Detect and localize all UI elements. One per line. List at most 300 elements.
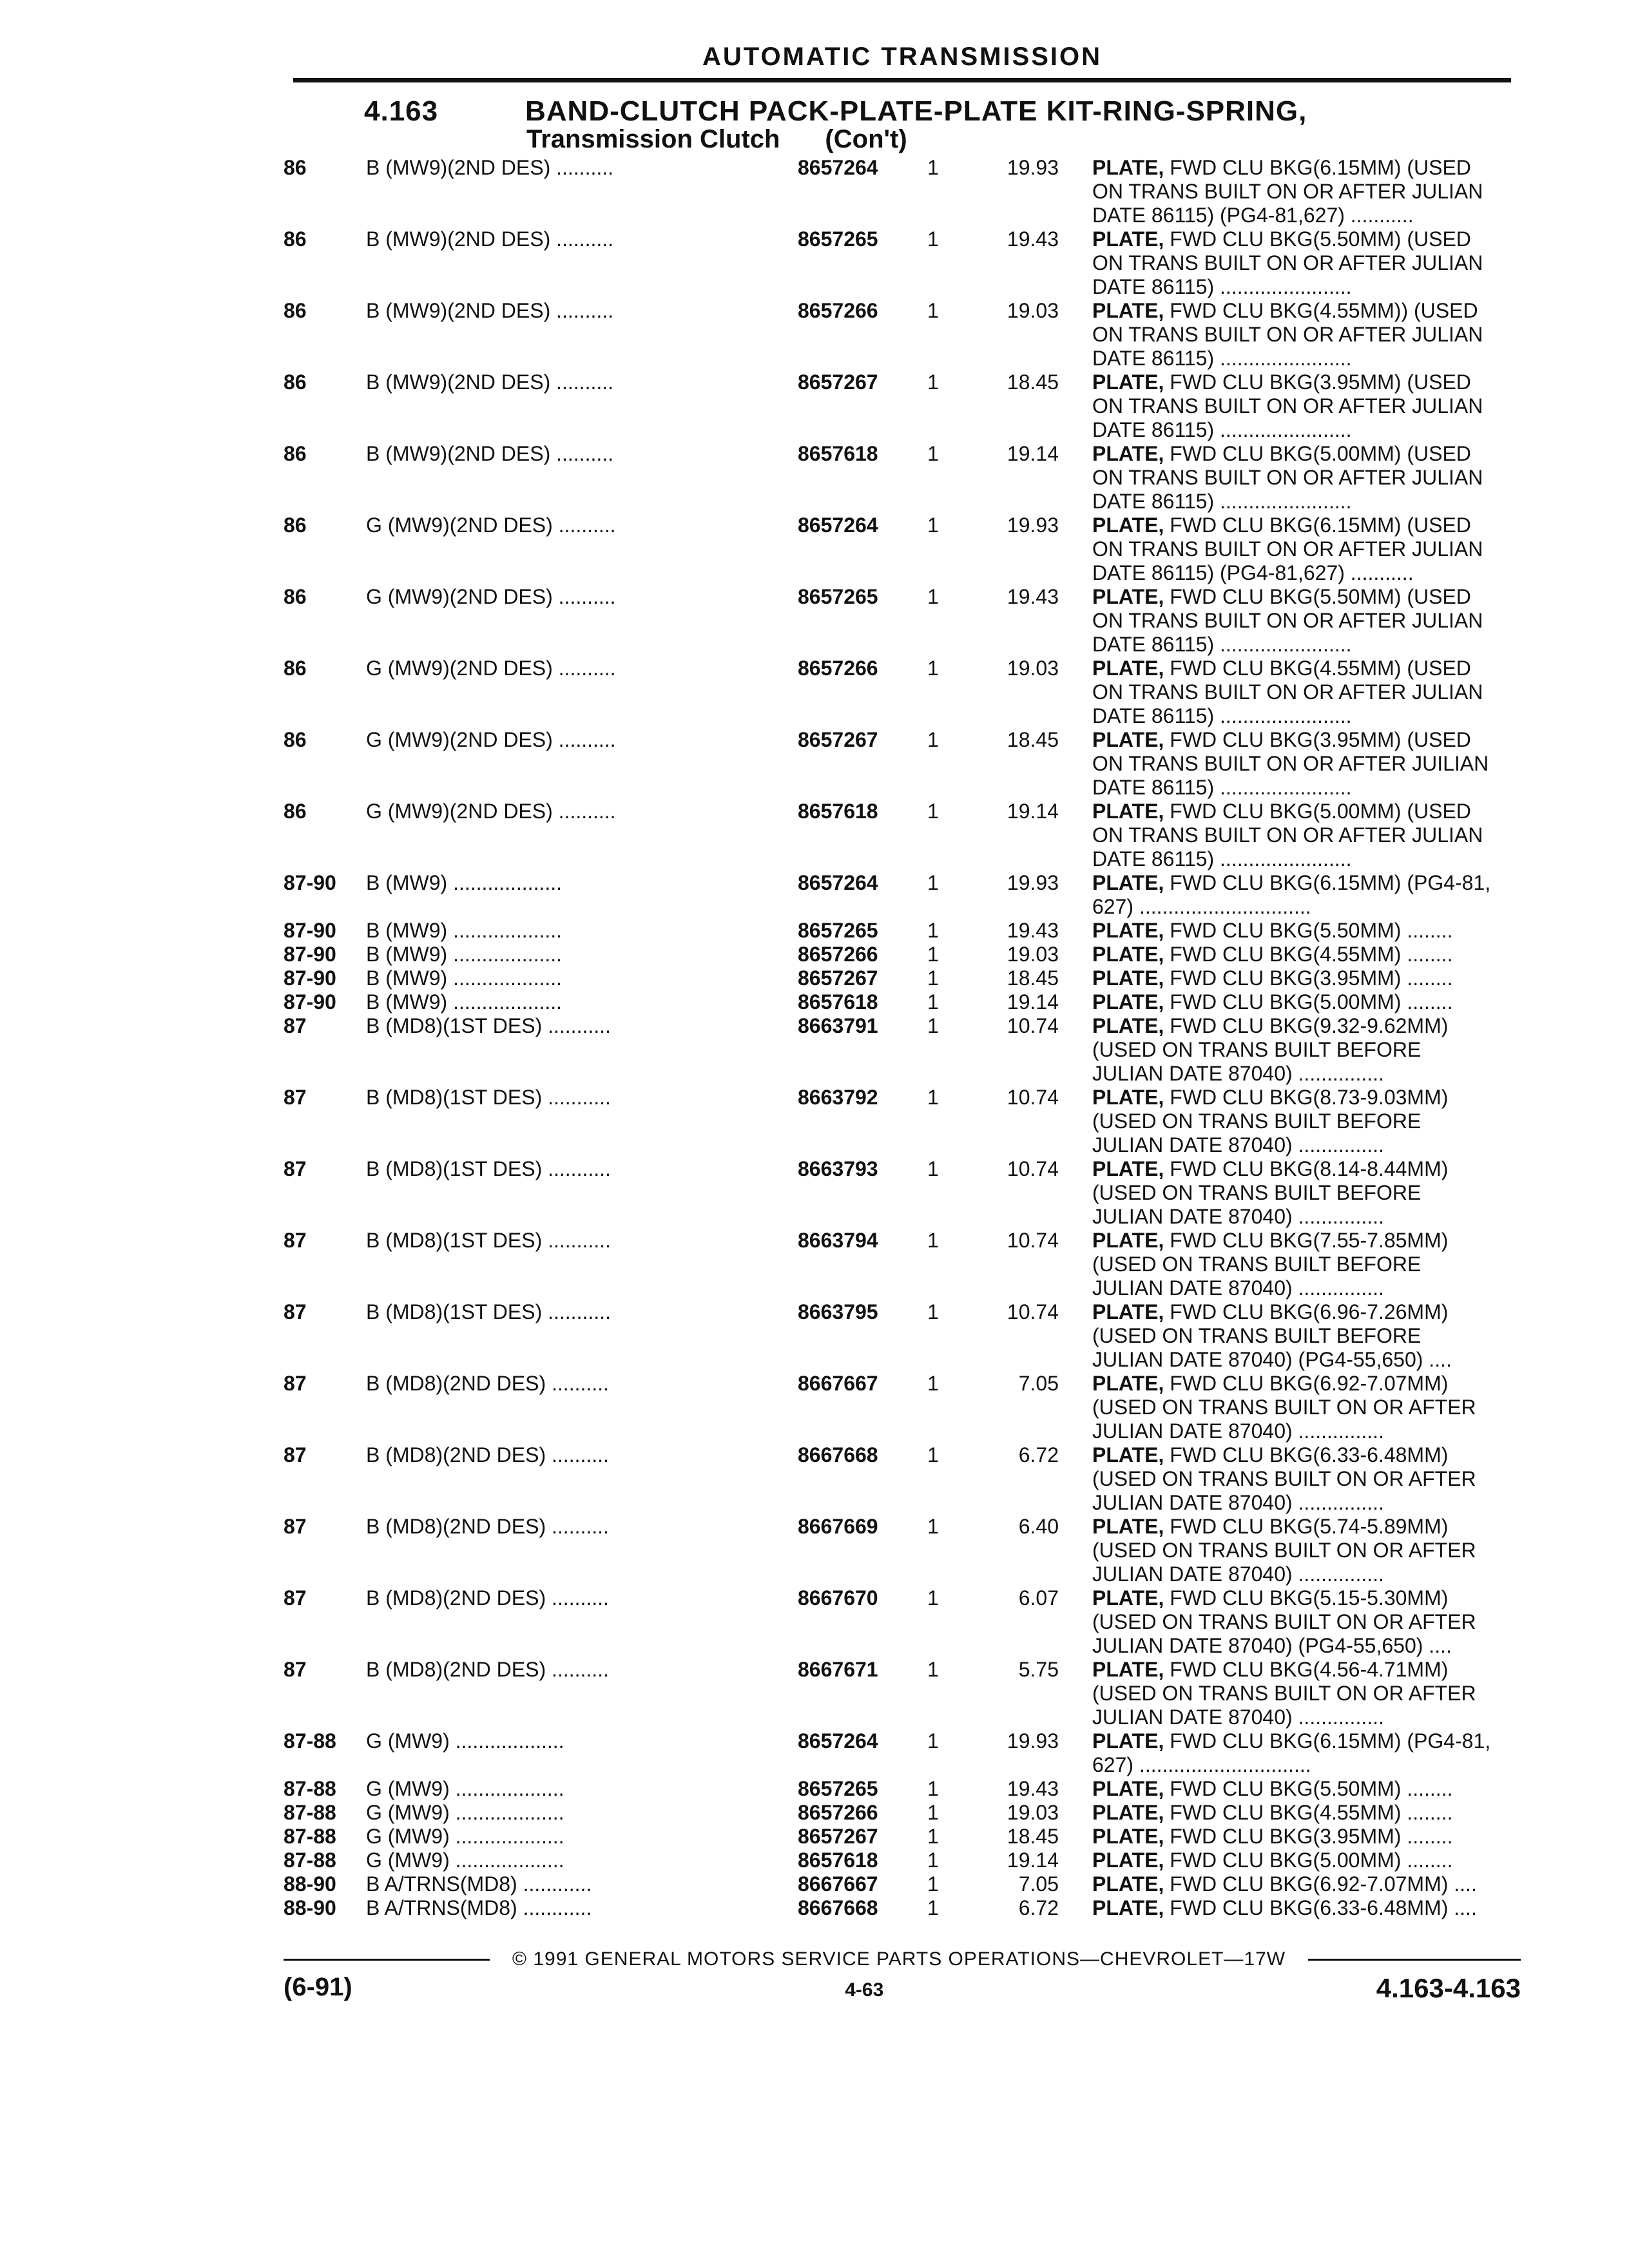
part-name: PLATE,	[1092, 442, 1164, 465]
model-year: 87-88	[284, 1849, 336, 1872]
part-number: 8657266	[798, 1801, 878, 1824]
model-year: 86	[284, 728, 307, 751]
part-detail: FWD CLU BKG(5.00MM) (USED ON TRANS BUILT ON OR AFTER JULIAN DATE 86115) .......................	[1092, 442, 1483, 513]
part-detail: FWD CLU BKG(3.95MM) ........	[1170, 966, 1453, 990]
part-description	[1092, 1586, 1556, 1658]
part-name: PLATE,	[1092, 585, 1164, 608]
part-number: 8667668	[798, 1443, 878, 1466]
part-number: 8657265	[798, 227, 878, 251]
model-year: 87	[284, 1300, 307, 1323]
model-year: 87	[284, 1372, 307, 1395]
model-year: 86	[284, 442, 307, 465]
part-detail: FWD CLU BKG(4.56-4.71MM) (USED ON TRANS BUILT ON OR AFTER JULIAN DATE 87040) ...............	[1092, 1658, 1476, 1729]
usage-code: B (MD8)(1ST DES) ...........	[366, 1300, 611, 1323]
part-detail: FWD CLU BKG(6.96-7.26MM) (USED ON TRANS BUILT BEFORE JULIAN DATE 87040) (PG4-55,650) ....	[1092, 1300, 1452, 1371]
usage-code: G (MW9) ...................	[366, 1777, 564, 1800]
price: 19.14	[1007, 1849, 1059, 1872]
part-detail: FWD CLU BKG(5.15-5.30MM) (USED ON TRANS BUILT ON OR AFTER JULIAN DATE 87040) (PG4-55,650) ....	[1092, 1586, 1476, 1657]
group-title: BAND-CLUTCH PACK-PLATE-PLATE KIT-RING-SPRING,	[525, 95, 1307, 127]
part-row	[284, 370, 1521, 442]
part-detail: FWD CLU BKG(5.74-5.89MM) (USED ON TRANS BUILT ON OR AFTER JULIAN DATE 87040) ...............	[1092, 1515, 1476, 1586]
usage-code: B (MW9) ...................	[366, 990, 563, 1014]
quantity: 1	[927, 1801, 939, 1824]
part-name: PLATE,	[1092, 871, 1164, 894]
quantity: 1	[927, 1372, 939, 1395]
price: 10.74	[1007, 1229, 1059, 1252]
part-description	[1092, 156, 1556, 227]
part-description	[1092, 1801, 1556, 1825]
part-row	[284, 1777, 1521, 1801]
part-row	[284, 1586, 1521, 1658]
part-row	[284, 966, 1521, 990]
usage-code: B (MD8)(2ND DES) ..........	[366, 1372, 609, 1395]
part-row	[284, 943, 1521, 966]
usage-code: B (MD8)(2ND DES) ..........	[366, 1443, 609, 1466]
model-year: 86	[284, 156, 307, 179]
price: 19.03	[1007, 657, 1059, 680]
usage-code: B (MW9) ...................	[366, 943, 563, 966]
part-number: 8657618	[798, 442, 878, 465]
part-detail: FWD CLU BKG(6.33-6.48MM) (USED ON TRANS BUILT ON OR AFTER JULIAN DATE 87040) ...............	[1092, 1443, 1476, 1514]
part-row	[284, 728, 1521, 800]
price: 6.72	[1018, 1896, 1059, 1919]
quantity: 1	[927, 585, 939, 608]
model-year: 87-90	[284, 919, 336, 942]
part-name: PLATE,	[1092, 1777, 1164, 1800]
part-description	[1092, 1825, 1556, 1849]
model-year: 87-90	[284, 990, 336, 1014]
part-name: PLATE,	[1092, 1229, 1164, 1252]
part-detail: FWD CLU BKG(5.50MM) (USED ON TRANS BUILT ON OR AFTER JULIAN DATE 86115) .......................	[1092, 585, 1483, 656]
price: 18.45	[1007, 1825, 1059, 1848]
price: 19.03	[1007, 1801, 1059, 1824]
part-row	[284, 442, 1521, 514]
usage-code: G (MW9)(2ND DES) ..........	[366, 585, 616, 608]
part-description	[1092, 585, 1556, 657]
part-description	[1092, 1157, 1556, 1229]
price: 19.03	[1007, 299, 1059, 322]
price: 19.03	[1007, 943, 1059, 966]
part-detail: FWD CLU BKG(5.50MM) (USED ON TRANS BUILT ON OR AFTER JULIAN DATE 86115) .......................	[1092, 227, 1483, 298]
footer-rule-right	[1308, 1959, 1521, 1961]
quantity: 1	[927, 1777, 939, 1800]
part-detail: FWD CLU BKG(4.55MM) (USED ON TRANS BUILT ON OR AFTER JULIAN DATE 86115) .......................	[1092, 657, 1483, 727]
part-row	[284, 1300, 1521, 1372]
quantity: 1	[927, 1300, 939, 1323]
quantity: 1	[927, 1586, 939, 1610]
price: 19.93	[1007, 514, 1059, 537]
model-year: 86	[284, 227, 307, 251]
usage-code: B (MW9) ...................	[366, 919, 563, 942]
usage-code: B (MW9)(2ND DES) ..........	[366, 442, 614, 465]
part-description	[1092, 1729, 1556, 1777]
price: 6.72	[1018, 1443, 1059, 1466]
part-row	[284, 1872, 1521, 1896]
part-number: 8657264	[798, 1729, 878, 1753]
usage-code: G (MW9) ...................	[366, 1849, 564, 1872]
part-name: PLATE,	[1092, 1300, 1164, 1323]
usage-code: B (MD8)(1ST DES) ...........	[366, 1157, 611, 1180]
usage-code: G (MW9) ...................	[366, 1825, 564, 1848]
price: 19.93	[1007, 1729, 1059, 1753]
group-number: 4.163	[364, 95, 439, 127]
part-name: PLATE,	[1092, 1157, 1164, 1180]
part-row	[284, 299, 1521, 370]
usage-code: B A/TRNS(MD8) ............	[366, 1872, 592, 1896]
quantity: 1	[927, 1157, 939, 1180]
part-number: 8667670	[798, 1586, 878, 1610]
header-rule	[293, 78, 1511, 82]
usage-code: B (MW9)(2ND DES) ..........	[366, 370, 614, 394]
part-row	[284, 800, 1521, 871]
part-row	[284, 1515, 1521, 1586]
part-number: 8657266	[798, 943, 878, 966]
part-number: 8663793	[798, 1157, 878, 1180]
part-description	[1092, 299, 1556, 370]
part-number: 8667668	[798, 1896, 878, 1919]
model-year: 87-88	[284, 1777, 336, 1800]
model-year: 87	[284, 1014, 307, 1037]
model-year: 86	[284, 370, 307, 394]
part-description	[1092, 1515, 1556, 1586]
model-year: 87	[284, 1515, 307, 1538]
part-row	[284, 919, 1521, 943]
part-description	[1092, 1300, 1556, 1372]
part-detail: FWD CLU BKG(4.55MM)) (USED ON TRANS BUILT ON OR AFTER JULIAN DATE 86115) .......................	[1092, 299, 1483, 370]
price: 19.43	[1007, 1777, 1059, 1800]
model-year: 87	[284, 1229, 307, 1252]
part-name: PLATE,	[1092, 919, 1164, 942]
part-row	[284, 1014, 1521, 1086]
part-detail: FWD CLU BKG(6.33-6.48MM) ....	[1170, 1896, 1477, 1919]
part-detail: FWD CLU BKG(6.92-7.07MM) (USED ON TRANS BUILT ON OR AFTER JULIAN DATE 87040) ...............	[1092, 1372, 1476, 1443]
part-row	[284, 1729, 1521, 1777]
part-description	[1092, 1086, 1556, 1157]
part-row	[284, 1157, 1521, 1229]
page-number: 4-63	[845, 1979, 884, 2001]
price: 10.74	[1007, 1086, 1059, 1109]
quantity: 1	[927, 657, 939, 680]
part-name: PLATE,	[1092, 943, 1164, 966]
part-number: 8657618	[798, 990, 878, 1014]
price: 19.43	[1007, 585, 1059, 608]
part-row	[284, 227, 1521, 299]
part-description	[1092, 1372, 1556, 1443]
model-year: 87	[284, 1086, 307, 1109]
part-detail: FWD CLU BKG(8.73-9.03MM) (USED ON TRANS BUILT BEFORE JULIAN DATE 87040) ...............	[1092, 1086, 1449, 1157]
model-year: 87	[284, 1658, 307, 1681]
model-year: 88-90	[284, 1872, 336, 1896]
part-description	[1092, 514, 1556, 585]
part-description	[1092, 657, 1556, 728]
page-footer	[284, 1948, 1521, 2004]
part-number: 8657265	[798, 585, 878, 608]
usage-code: G (MW9)(2ND DES) ..........	[366, 514, 616, 537]
part-description	[1092, 1872, 1556, 1896]
group-subtitle: Transmission Clutch	[526, 125, 780, 153]
part-name: PLATE,	[1092, 1443, 1164, 1466]
quantity: 1	[927, 299, 939, 322]
part-name: PLATE,	[1092, 1872, 1164, 1896]
model-year: 87-88	[284, 1801, 336, 1824]
price: 19.14	[1007, 800, 1059, 823]
part-number: 8657618	[798, 1849, 878, 1872]
part-name: PLATE,	[1092, 1896, 1164, 1919]
model-year: 87	[284, 1157, 307, 1180]
usage-code: B (MD8)(1ST DES) ...........	[366, 1229, 611, 1252]
section-title: AUTOMATIC TRANSMISSION	[702, 43, 1103, 71]
part-number: 8657265	[798, 1777, 878, 1800]
model-year: 86	[284, 800, 307, 823]
usage-code: B (MD8)(2ND DES) ..........	[366, 1515, 609, 1538]
date-code: (6-91)	[284, 1973, 352, 2001]
part-row	[284, 1849, 1521, 1872]
price: 10.74	[1007, 1157, 1059, 1180]
part-detail: FWD CLU BKG(3.95MM) ........	[1170, 1825, 1453, 1848]
usage-code: B (MW9)(2ND DES) ..........	[366, 156, 614, 179]
part-name: PLATE,	[1092, 1825, 1164, 1848]
quantity: 1	[927, 990, 939, 1014]
part-detail: FWD CLU BKG(5.00MM) ........	[1170, 1849, 1453, 1872]
part-detail: FWD CLU BKG(4.55MM) ........	[1170, 943, 1453, 966]
part-description	[1092, 871, 1556, 919]
part-detail: FWD CLU BKG(3.95MM) (USED ON TRANS BUILT ON OR AFTER JUILIAN DATE 86115) .......................	[1092, 728, 1489, 799]
quantity: 1	[927, 728, 939, 751]
part-name: PLATE,	[1092, 156, 1164, 179]
part-detail: FWD CLU BKG(5.50MM) ........	[1170, 1777, 1453, 1800]
model-year: 86	[284, 514, 307, 537]
part-number: 8657266	[798, 299, 878, 322]
part-row	[284, 1086, 1521, 1157]
part-number: 8657618	[798, 800, 878, 823]
continued-label: (Con't)	[825, 125, 907, 153]
price: 7.05	[1018, 1872, 1059, 1896]
part-description	[1092, 1014, 1556, 1086]
part-description	[1092, 1658, 1556, 1729]
part-description	[1092, 943, 1556, 966]
part-name: PLATE,	[1092, 990, 1164, 1014]
part-detail: FWD CLU BKG(5.00MM) (USED ON TRANS BUILT ON OR AFTER JULIAN DATE 86115) .......................	[1092, 800, 1483, 870]
quantity: 1	[927, 919, 939, 942]
part-detail: FWD CLU BKG(6.15MM) (PG4-81, 627) ..............................	[1092, 1729, 1491, 1776]
model-year: 87-88	[284, 1825, 336, 1848]
part-detail: FWD CLU BKG(7.55-7.85MM) (USED ON TRANS BUILT BEFORE JULIAN DATE 87040) ...............	[1092, 1229, 1449, 1300]
quantity: 1	[927, 370, 939, 394]
quantity: 1	[927, 1658, 939, 1681]
usage-code: G (MW9)(2ND DES) ..........	[366, 728, 616, 751]
model-year: 86	[284, 299, 307, 322]
part-name: PLATE,	[1092, 514, 1164, 537]
price: 6.07	[1018, 1586, 1059, 1610]
price: 19.14	[1007, 990, 1059, 1014]
copyright-text: © 1991 GENERAL MOTORS SERVICE PARTS OPERATIONS—CHEVROLET—17W	[512, 1948, 1286, 1970]
usage-code: G (MW9) ...................	[366, 1801, 564, 1824]
model-year: 87	[284, 1443, 307, 1466]
part-number: 8657266	[798, 657, 878, 680]
part-description	[1092, 1229, 1556, 1300]
model-year: 87-90	[284, 943, 336, 966]
quantity: 1	[927, 1229, 939, 1252]
price: 18.45	[1007, 370, 1059, 394]
price: 10.74	[1007, 1014, 1059, 1037]
usage-code: B (MW9)(2ND DES) ..........	[366, 299, 614, 322]
price: 10.74	[1007, 1300, 1059, 1323]
price: 19.43	[1007, 919, 1059, 942]
group-heading	[364, 95, 1524, 154]
part-description	[1092, 990, 1556, 1014]
part-row	[284, 585, 1521, 657]
part-number: 8657265	[798, 919, 878, 942]
part-number: 8657264	[798, 871, 878, 894]
quantity: 1	[927, 1729, 939, 1753]
quantity: 1	[927, 966, 939, 990]
part-description	[1092, 800, 1556, 871]
part-number: 8657267	[798, 728, 878, 751]
part-detail: FWD CLU BKG(6.15MM) (USED ON TRANS BUILT ON OR AFTER JULIAN DATE 86115) (PG4-81,627) ...........	[1092, 156, 1483, 227]
part-name: PLATE,	[1092, 370, 1164, 394]
model-year: 88-90	[284, 1896, 336, 1919]
model-year: 86	[284, 585, 307, 608]
part-detail: FWD CLU BKG(3.95MM) (USED ON TRANS BUILT ON OR AFTER JULIAN DATE 86115) .......................	[1092, 370, 1483, 441]
part-name: PLATE,	[1092, 1586, 1164, 1610]
part-name: PLATE,	[1092, 657, 1164, 680]
price: 18.45	[1007, 966, 1059, 990]
part-detail: FWD CLU BKG(6.92-7.07MM) ....	[1170, 1872, 1477, 1896]
usage-code: G (MW9)(2ND DES) ..........	[366, 800, 616, 823]
part-name: PLATE,	[1092, 728, 1164, 751]
quantity: 1	[927, 871, 939, 894]
group-range: 4.163-4.163	[1376, 1973, 1521, 2003]
part-description	[1092, 1896, 1556, 1920]
part-detail: FWD CLU BKG(9.32-9.62MM) (USED ON TRANS BUILT BEFORE JULIAN DATE 87040) ...............	[1092, 1014, 1449, 1085]
price: 6.40	[1018, 1515, 1059, 1538]
part-number: 8657267	[798, 966, 878, 990]
price: 19.93	[1007, 156, 1059, 179]
quantity: 1	[927, 943, 939, 966]
model-year: 87-90	[284, 871, 336, 894]
part-description	[1092, 1443, 1556, 1515]
model-year: 87-90	[284, 966, 336, 990]
part-number: 8657264	[798, 514, 878, 537]
price: 5.75	[1018, 1658, 1059, 1681]
usage-code: B (MD8)(2ND DES) ..........	[366, 1586, 609, 1610]
part-number: 8663795	[798, 1300, 878, 1323]
usage-code: B (MW9)(2ND DES) ..........	[366, 227, 614, 251]
usage-code: G (MW9)(2ND DES) ..........	[366, 657, 616, 680]
quantity: 1	[927, 1086, 939, 1109]
part-row	[284, 1825, 1521, 1849]
price: 19.14	[1007, 442, 1059, 465]
model-year: 86	[284, 657, 307, 680]
part-number: 8657267	[798, 370, 878, 394]
part-name: PLATE,	[1092, 800, 1164, 823]
part-name: PLATE,	[1092, 1372, 1164, 1395]
part-name: PLATE,	[1092, 1014, 1164, 1037]
part-detail: FWD CLU BKG(5.50MM) ........	[1170, 919, 1453, 942]
usage-code: B (MD8)(2ND DES) ..........	[366, 1658, 609, 1681]
part-detail: FWD CLU BKG(8.14-8.44MM) (USED ON TRANS BUILT BEFORE JULIAN DATE 87040) ...............	[1092, 1157, 1449, 1228]
part-detail: FWD CLU BKG(6.15MM) (PG4-81, 627) ..............................	[1092, 871, 1491, 918]
quantity: 1	[927, 1872, 939, 1896]
part-description	[1092, 919, 1556, 943]
part-number: 8657267	[798, 1825, 878, 1848]
usage-code: B A/TRNS(MD8) ............	[366, 1896, 592, 1919]
part-row	[284, 1896, 1521, 1920]
part-number: 8663791	[798, 1014, 878, 1037]
part-description	[1092, 1849, 1556, 1872]
part-description	[1092, 966, 1556, 990]
quantity: 1	[927, 1443, 939, 1466]
quantity: 1	[927, 1515, 939, 1538]
part-name: PLATE,	[1092, 1086, 1164, 1109]
price: 18.45	[1007, 728, 1059, 751]
quantity: 1	[927, 442, 939, 465]
part-detail: FWD CLU BKG(6.15MM) (USED ON TRANS BUILT ON OR AFTER JULIAN DATE 86115) (PG4-81,627) ...........	[1092, 514, 1483, 584]
part-detail: FWD CLU BKG(5.00MM) ........	[1170, 990, 1453, 1014]
part-row	[284, 514, 1521, 585]
part-description	[1092, 442, 1556, 514]
part-number: 8663794	[798, 1229, 878, 1252]
part-description	[1092, 1777, 1556, 1801]
part-row	[284, 1658, 1521, 1729]
page-header	[293, 43, 1511, 82]
part-number: 8667667	[798, 1872, 878, 1896]
part-row	[284, 871, 1521, 919]
parts-list	[284, 156, 1521, 1920]
price: 19.43	[1007, 227, 1059, 251]
part-name: PLATE,	[1092, 1515, 1164, 1538]
part-number: 8667671	[798, 1658, 878, 1681]
quantity: 1	[927, 1896, 939, 1919]
part-description	[1092, 728, 1556, 800]
quantity: 1	[927, 227, 939, 251]
part-name: PLATE,	[1092, 1658, 1164, 1681]
usage-code: B (MW9) ...................	[366, 966, 563, 990]
part-description	[1092, 227, 1556, 299]
usage-code: B (MW9) ...................	[366, 871, 563, 894]
part-number: 8657264	[798, 156, 878, 179]
model-year: 87	[284, 1586, 307, 1610]
quantity: 1	[927, 800, 939, 823]
part-number: 8667667	[798, 1372, 878, 1395]
footer-rule-left	[284, 1959, 490, 1961]
part-name: PLATE,	[1092, 966, 1164, 990]
quantity: 1	[927, 1825, 939, 1848]
part-row	[284, 1229, 1521, 1300]
quantity: 1	[927, 514, 939, 537]
part-name: PLATE,	[1092, 1801, 1164, 1824]
part-row	[284, 156, 1521, 227]
part-row	[284, 1443, 1521, 1515]
part-detail: FWD CLU BKG(4.55MM) ........	[1170, 1801, 1453, 1824]
part-name: PLATE,	[1092, 1849, 1164, 1872]
part-name: PLATE,	[1092, 1729, 1164, 1753]
part-name: PLATE,	[1092, 299, 1164, 322]
part-row	[284, 990, 1521, 1014]
part-name: PLATE,	[1092, 227, 1164, 251]
usage-code: G (MW9) ...................	[366, 1729, 564, 1753]
usage-code: B (MD8)(1ST DES) ...........	[366, 1086, 611, 1109]
part-number: 8667669	[798, 1515, 878, 1538]
part-description	[1092, 370, 1556, 442]
price: 7.05	[1018, 1372, 1059, 1395]
part-row	[284, 1801, 1521, 1825]
price: 19.93	[1007, 871, 1059, 894]
part-row	[284, 1372, 1521, 1443]
part-row	[284, 657, 1521, 728]
quantity: 1	[927, 1014, 939, 1037]
usage-code: B (MD8)(1ST DES) ...........	[366, 1014, 611, 1037]
